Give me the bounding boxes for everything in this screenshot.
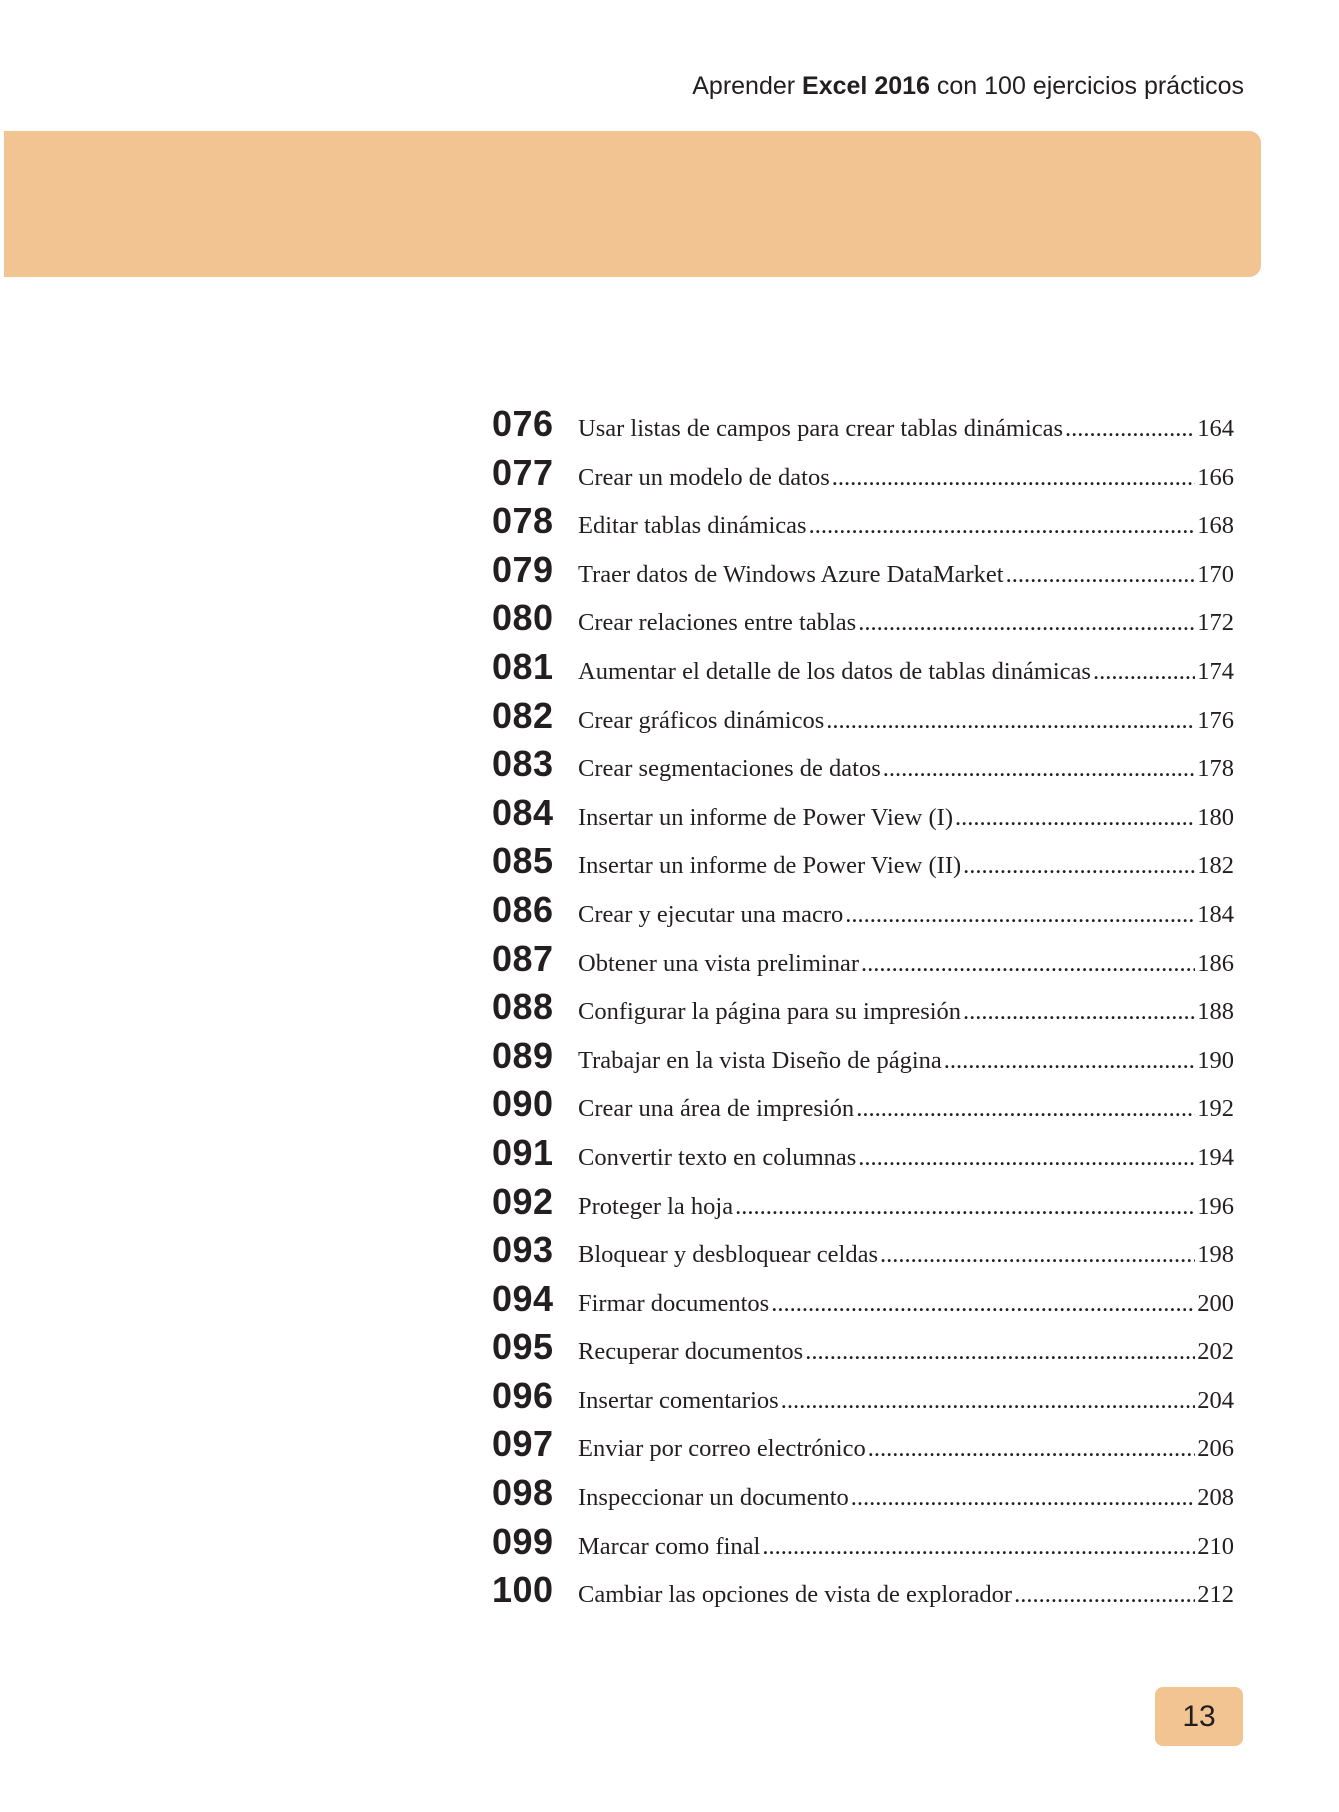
toc-entry-title: Crear un modelo de datos	[578, 463, 830, 491]
toc-entry-number: 077	[492, 451, 554, 493]
toc-entry-page: 180	[1197, 803, 1234, 831]
toc-entry-title: Crear y ejecutar una macro	[578, 900, 844, 928]
toc-dot-leader	[781, 1387, 1196, 1415]
toc-entry-title: Inspeccionar un documento	[578, 1484, 849, 1512]
toc-dot-leader	[880, 1241, 1195, 1269]
toc-entry	[492, 1035, 1234, 1084]
toc-entry-number: 095	[492, 1326, 554, 1368]
toc-entry	[492, 549, 1234, 598]
toc-entry-title: Configurar la página para su impresión	[578, 998, 962, 1026]
toc-entry	[492, 1423, 1234, 1472]
header-bold: Excel 2016	[802, 72, 930, 100]
toc-entry-number: 086	[492, 888, 554, 930]
toc-dot-leader	[735, 1193, 1195, 1221]
toc-entry	[492, 500, 1234, 549]
toc-entry-title: Insertar comentarios	[578, 1386, 779, 1414]
toc-dot-leader	[868, 1435, 1196, 1463]
toc-entry-title: Insertar un informe de Power View (II)	[578, 852, 962, 880]
toc-entry-number: 092	[492, 1180, 554, 1222]
toc-entry-number: 096	[492, 1374, 554, 1416]
toc-entry-number: 097	[492, 1423, 554, 1465]
header-banner	[4, 131, 1261, 277]
toc-entry	[492, 1181, 1234, 1230]
toc-entry	[492, 792, 1234, 841]
running-header	[692, 72, 1244, 101]
toc-entry-title: Recuperar documentos	[578, 1338, 804, 1366]
toc-entry-page: 174	[1197, 657, 1234, 685]
toc-entry-page: 186	[1197, 949, 1234, 977]
toc-entry-title: Crear segmentaciones de datos	[578, 755, 881, 783]
toc-entry	[492, 1375, 1234, 1424]
toc-dot-leader	[1093, 658, 1195, 686]
toc-entry	[492, 1326, 1234, 1375]
toc-entry	[492, 1278, 1234, 1327]
table-of-contents	[492, 403, 1234, 1618]
toc-entry-page: 208	[1197, 1484, 1234, 1512]
toc-entry-number: 098	[492, 1472, 554, 1514]
toc-entry-title: Crear gráficos dinámicos	[578, 706, 825, 734]
toc-dot-leader	[963, 852, 1195, 880]
toc-entry	[492, 403, 1234, 452]
toc-entry-page: 166	[1197, 463, 1234, 491]
toc-entry	[492, 1569, 1234, 1618]
toc-dot-leader	[826, 707, 1195, 735]
toc-entry-page: 190	[1197, 1046, 1234, 1074]
toc-entry	[492, 1472, 1234, 1521]
toc-dot-leader	[809, 512, 1196, 540]
toc-entry-page: 206	[1197, 1435, 1234, 1463]
toc-entry-title: Editar tablas dinámicas	[578, 512, 807, 540]
toc-entry-page: 188	[1197, 998, 1234, 1026]
toc-entry	[492, 1132, 1234, 1181]
toc-entry-number: 084	[492, 791, 554, 833]
toc-entry	[492, 938, 1234, 987]
toc-entry-title: Cambiar las opciones de vista de explorador	[578, 1581, 1013, 1609]
toc-entry-title: Firmar documentos	[578, 1289, 770, 1317]
toc-entry-number: 100	[492, 1569, 554, 1611]
toc-dot-leader	[851, 1484, 1195, 1512]
toc-dot-leader	[883, 755, 1196, 783]
toc-entry-page: 200	[1197, 1289, 1234, 1317]
toc-dot-leader	[845, 901, 1195, 929]
toc-entry-title: Enviar por correo electrónico	[578, 1435, 866, 1463]
toc-dot-leader	[963, 998, 1195, 1026]
toc-dot-leader	[771, 1290, 1195, 1318]
toc-entry-number: 088	[492, 986, 554, 1028]
toc-entry-number: 082	[492, 694, 554, 736]
toc-entry-page: 198	[1197, 1241, 1234, 1269]
toc-dot-leader	[832, 464, 1196, 492]
header-prefix: Aprender	[692, 72, 803, 100]
toc-entry-title: Traer datos de Windows Azure DataMarket	[578, 560, 1004, 588]
toc-entry-number: 080	[492, 597, 554, 639]
toc-dot-leader	[762, 1533, 1195, 1561]
toc-entry	[492, 1521, 1234, 1570]
toc-entry-page: 172	[1197, 609, 1234, 637]
toc-entry-number: 089	[492, 1034, 554, 1076]
toc-dot-leader	[858, 1144, 1195, 1172]
toc-entry-page: 194	[1197, 1143, 1234, 1171]
toc-dot-leader	[1014, 1581, 1195, 1609]
toc-entry-number: 093	[492, 1229, 554, 1271]
toc-entry-title: Proteger la hoja	[578, 1192, 734, 1220]
toc-entry-page: 168	[1197, 512, 1234, 540]
toc-entry-page: 164	[1197, 415, 1234, 442]
toc-dot-leader	[1006, 561, 1196, 589]
toc-entry	[492, 1083, 1234, 1132]
toc-entry-title: Usar listas de campos para crear tablas dinámicas	[578, 415, 1064, 442]
toc-entry-number: 090	[492, 1083, 554, 1125]
toc-entry-page: 210	[1197, 1532, 1234, 1560]
toc-entry-title: Marcar como final	[578, 1532, 761, 1560]
toc-dot-leader	[955, 804, 1195, 832]
toc-entry	[492, 646, 1234, 695]
toc-dot-leader	[856, 1095, 1195, 1123]
toc-entry-page: 182	[1197, 852, 1234, 880]
toc-entry-number: 094	[492, 1277, 554, 1319]
toc-dot-leader	[805, 1338, 1195, 1366]
toc-entry-number: 078	[492, 500, 554, 542]
toc-entry-number: 079	[492, 548, 554, 590]
toc-entry-number: 085	[492, 840, 554, 882]
toc-entry-title: Trabajar en la vista Diseño de página	[578, 1046, 942, 1074]
toc-entry-number: 076	[492, 403, 554, 444]
toc-entry	[492, 889, 1234, 938]
toc-entry-number: 091	[492, 1131, 554, 1173]
toc-entry-page: 202	[1197, 1338, 1234, 1366]
toc-entry-page: 196	[1197, 1192, 1234, 1220]
toc-entry-number: 083	[492, 743, 554, 785]
toc-entry-page: 178	[1197, 755, 1234, 783]
toc-entry	[492, 452, 1234, 501]
toc-entry-page: 212	[1197, 1581, 1234, 1609]
toc-entry-title: Obtener una vista preliminar	[578, 949, 859, 977]
toc-entry-title: Convertir texto en columnas	[578, 1143, 857, 1171]
toc-entry-number: 087	[492, 937, 554, 979]
header-suffix: con 100 ejercicios prácticos	[929, 72, 1244, 100]
page-number: 13	[1155, 1687, 1243, 1746]
toc-dot-leader	[861, 950, 1195, 978]
toc-entry-page: 176	[1197, 706, 1234, 734]
toc-entry-number: 099	[492, 1520, 554, 1562]
toc-dot-leader	[1065, 415, 1195, 443]
toc-entry-title: Insertar un informe de Power View (I)	[578, 803, 953, 831]
toc-entry	[492, 1229, 1234, 1278]
toc-entry-title: Crear una área de impresión	[578, 1095, 855, 1123]
toc-entry-number: 081	[492, 645, 554, 687]
toc-entry	[492, 840, 1234, 889]
toc-entry-page: 204	[1197, 1386, 1234, 1414]
toc-entry	[492, 986, 1234, 1035]
toc-entry-page: 184	[1197, 900, 1234, 928]
toc-entry-page: 170	[1197, 560, 1234, 588]
toc-entry	[492, 695, 1234, 744]
toc-entry-title: Bloquear y desbloquear celdas	[578, 1241, 879, 1269]
toc-dot-leader	[944, 1047, 1195, 1075]
toc-entry-page: 192	[1197, 1095, 1234, 1123]
toc-entry-title: Crear relaciones entre tablas	[578, 609, 857, 637]
toc-entry	[492, 597, 1234, 646]
toc-dot-leader	[858, 609, 1195, 637]
toc-entry	[492, 743, 1234, 792]
toc-entry-title: Aumentar el detalle de los datos de tablas dinámicas	[578, 657, 1091, 685]
